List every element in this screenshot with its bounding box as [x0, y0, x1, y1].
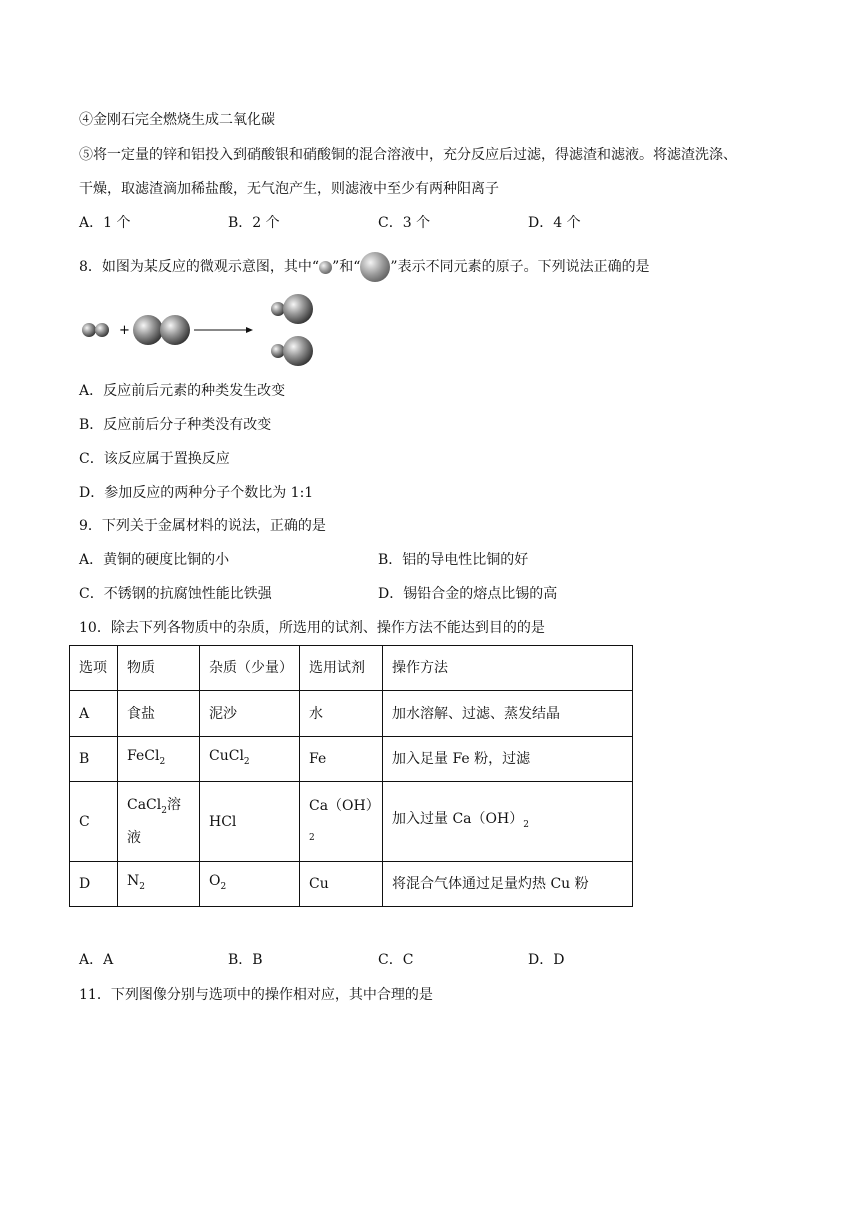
q8-stem: [79, 252, 650, 282]
row-a-impurity: 泥沙: [200, 691, 300, 737]
reactant-large-atom-2: [160, 315, 190, 345]
table-row: [70, 737, 633, 782]
q10-option-d: D．D: [528, 952, 565, 968]
row-c-substance: CaCl$_2$溶 液: [118, 782, 200, 862]
q7-option-a: A．1 个: [79, 215, 131, 231]
row-b-method: 加入足量 Fe 粉，过滤: [383, 737, 633, 782]
row-b-substance: FeCl$_2$: [118, 737, 200, 782]
row-c-option: C: [70, 782, 118, 862]
q8-stem-post: ”表示不同元素的原子。下列说法正确的是: [390, 259, 650, 275]
q10-table: [69, 645, 633, 907]
q10-stem: 10．除去下列各物质中的杂质，所选用的试剂、操作方法不能达到目的的是: [79, 620, 545, 636]
plus-sign: +: [119, 323, 130, 338]
q8-option-a: A．反应前后元素的种类发生改变: [79, 383, 286, 399]
q7-option-d: D．4 个: [528, 215, 581, 231]
header-method: 操作方法: [383, 646, 633, 691]
q9-stem: 9．下列关于金属材料的说法，正确的是: [79, 518, 326, 534]
q7-option-b: B．2 个: [228, 215, 280, 231]
large-atom-icon: [360, 252, 390, 282]
row-b-option: B: [70, 737, 118, 782]
q11-stem: 11．下列图像分别与选项中的操作相对应，其中合理的是: [79, 987, 433, 1003]
q8-option-d: D．参加反应的两种分子个数比为 1:1: [79, 485, 314, 501]
row-a-option: A: [70, 691, 118, 737]
row-d-option: D: [70, 862, 118, 907]
row-a-substance: 食盐: [118, 691, 200, 737]
row-a-method: 加水溶解、过滤、蒸发结晶: [383, 691, 633, 737]
row-a-reagent: 水: [300, 691, 383, 737]
product-2-large-atom: [283, 336, 313, 366]
row-b-reagent: Fe: [300, 737, 383, 782]
header-reagent: 选用试剂: [300, 646, 383, 691]
q7-item-5-line-2: 干燥，取滤渣滴加稀盐酸，无气泡产生，则滤液中至少有两种阳离子: [79, 181, 499, 197]
product-1-small-atom: [271, 302, 285, 316]
q7-item-5-line-1: ⑤将一定量的锌和铝投入到硝酸银和硝酸铜的混合溶液中，充分反应后过滤，得滤渣和滤液。将滤渣洗涤、: [79, 147, 737, 163]
q7-option-c: C．3 个: [378, 215, 431, 231]
q10-option-c: C．C: [378, 952, 414, 968]
reaction-diagram: [70, 285, 330, 375]
q8-stem-pre: 8．如图为某反应的微观示意图，其中“: [79, 259, 320, 275]
q8-option-b: B．反应前后分子种类没有改变: [79, 417, 272, 433]
table-header-row: [70, 646, 633, 691]
q8-option-c: C．该反应属于置换反应: [79, 451, 230, 467]
q7-item-4: ④金刚石完全燃烧生成二氧化碳: [79, 112, 275, 128]
product-2-small-atom: [271, 344, 285, 358]
table-row: [70, 691, 633, 737]
table-row: [70, 782, 633, 862]
reaction-arrow-head: [246, 327, 253, 333]
q10-option-b: B．B: [228, 952, 263, 968]
reactant-small-atom-2: [95, 323, 109, 337]
q9-option-b: B．铝的导电性比铜的好: [378, 552, 529, 568]
q10-option-a: A．A: [79, 952, 114, 968]
header-option: 选项: [70, 646, 118, 691]
q9-option-c: C．不锈钢的抗腐蚀性能比铁强: [79, 586, 272, 602]
row-d-impurity: $O_2$: [200, 862, 300, 907]
row-c-reagent: Ca（OH） 2: [300, 782, 383, 862]
row-c-method: 加入过量 $Ca(OH)_2$: [383, 782, 633, 862]
product-1-large-atom: [283, 294, 313, 324]
table-row: [70, 862, 633, 907]
q9-option-d: D．锡铅合金的熔点比锡的高: [378, 586, 558, 602]
small-atom-icon: [319, 261, 332, 274]
row-d-method: 将混合气体通过足量灼热 Cu 粉: [383, 862, 633, 907]
q8-stem-mid: ”和“: [332, 259, 361, 275]
row-d-substance: $N_2$: [118, 862, 200, 907]
header-substance: 物质: [118, 646, 200, 691]
reactant-large-atom-1: [133, 315, 163, 345]
reactant-small-atom-1: [82, 323, 96, 337]
row-b-impurity: CuCl$_2$: [200, 737, 300, 782]
row-d-reagent: Cu: [300, 862, 383, 907]
q9-option-a: A．黄铜的硬度比铜的小: [79, 552, 230, 568]
header-impurity: 杂质（少量）: [200, 646, 300, 691]
row-c-impurity: HCl: [200, 782, 300, 862]
